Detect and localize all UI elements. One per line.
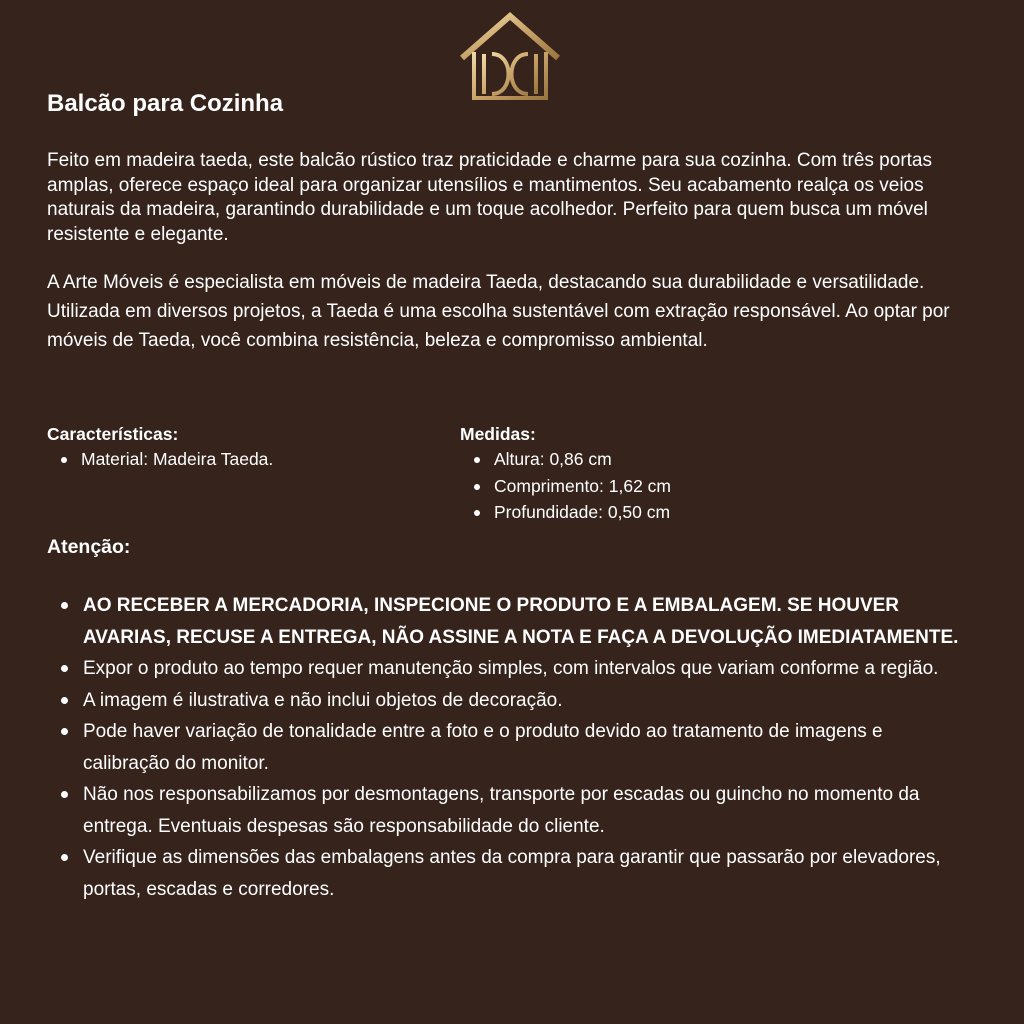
features-list xyxy=(47,446,273,473)
attention-heading: Atenção: xyxy=(47,536,131,558)
attention-list xyxy=(47,590,967,905)
list-item: Material: Madeira Taeda. xyxy=(47,446,273,473)
list-item: AO RECEBER A MERCADORIA, INSPECIONE O PRODUTO E A EMBALAGEM. SE HOUVER AVARIAS, RECUSE A ENTREGA, NÃO ASSINE A NOTA E FAÇA A DEVOLUÇÃO IMEDIATAMENTE. xyxy=(47,590,967,653)
list-item: Verifique as dimensões das embalagens antes da compra para garantir que passarão por elevadores, portas, escadas e corredores. xyxy=(47,842,967,905)
product-title: Balcão para Cozinha xyxy=(47,90,284,117)
features-section xyxy=(47,422,273,473)
measures-list xyxy=(460,446,671,526)
list-item: Profundidade: 0,50 cm xyxy=(460,499,671,526)
house-monogram-logo-icon xyxy=(458,12,562,104)
features-heading: Características: xyxy=(47,424,179,444)
list-item: Expor o produto ao tempo requer manutenção simples, com intervalos que variam conforme a região. xyxy=(47,653,967,685)
list-item: A imagem é ilustrativa e não inclui objetos de decoração. xyxy=(47,685,967,717)
list-item: Não nos responsabilizamos por desmontagens, transporte por escadas ou guincho no momento da entrega. Eventuais despesas são responsabilidade do cliente. xyxy=(47,779,967,842)
product-description: Feito em madeira taeda, este balcão rústico traz praticidade e charme para sua cozinha. Com três portas amplas, oferece espaço ideal para organizar utensílios e mantimentos. Seu acabamento realça os veios naturais da madeira, garantindo durabilidade e um toque acolhedor. Perfeito para quem busca um móvel resistente e elegante. xyxy=(47,150,932,245)
list-item: Pode haver variação de tonalidade entre a foto e o produto devido ao tratamento de imagens e calibração do monitor. xyxy=(47,716,967,779)
measures-section xyxy=(460,422,671,526)
company-description: A Arte Móveis é especialista em móveis de madeira Taeda, destacando sua durabilidade e versatilidade. Utilizada em diversos projetos, a Taeda é uma escolha sustentável com extração responsável. Ao optar por móveis de Taeda, você combina resistência, beleza e compromisso ambiental. xyxy=(47,272,950,351)
measures-heading: Medidas: xyxy=(460,424,536,444)
list-item: Comprimento: 1,62 cm xyxy=(460,473,671,500)
list-item: Altura: 0,86 cm xyxy=(460,446,671,473)
